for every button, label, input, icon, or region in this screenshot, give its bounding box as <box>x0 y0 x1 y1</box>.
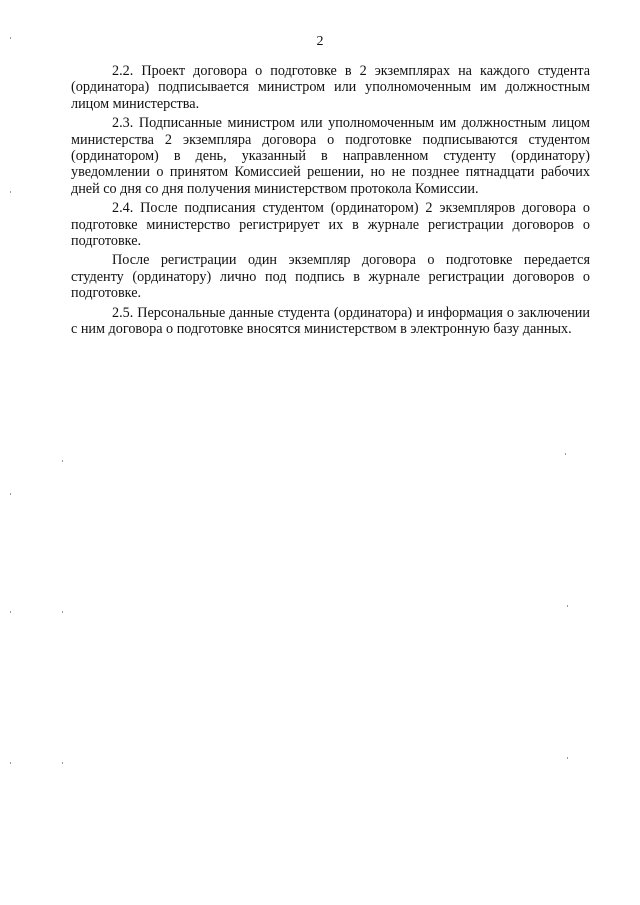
scan-artifact <box>62 762 63 764</box>
paragraph-2-2: 2.2. Проект договора о подготовке в 2 экземплярах на каждого студента (ординатора) подписывается министром или уполномоченным им должностным лицом министерства. <box>71 63 590 112</box>
scan-artifact <box>10 762 11 764</box>
paragraph-2-4: 2.4. После подписания студентом (ординатором) 2 экземпляров договора о подготовке министерство регистрирует их в журнале регистрации договоров о подготовке. <box>71 200 590 250</box>
paragraph-2-5: 2.5. Персональные данные студента (ординатора) и информация о заключении с ним договора о подготовке вносятся министерством в электронную базу данных. <box>71 304 590 338</box>
page-number: 2 <box>316 34 324 49</box>
scan-artifact <box>10 493 11 495</box>
scan-artifact <box>10 37 11 39</box>
document-body <box>71 63 590 338</box>
scan-artifact <box>62 460 63 462</box>
paragraph-2-3: 2.3. Подписанные министром или уполномоченным им должностным лицом министерства 2 экземпляра договора о подготовке подписываются студентом (ординатором) в день, указанный в направленном студенту (ординатору) уведомлении о принятом Комиссией решении, но не позднее пятнадцати рабочих дней со дня со дня получения министерством протокола Комиссии. <box>71 115 590 197</box>
scan-artifact <box>10 611 11 613</box>
scan-artifact <box>62 611 63 613</box>
scan-artifact <box>567 757 568 759</box>
scan-artifact <box>565 453 566 455</box>
paragraph-registration: После регистрации один экземпляр договора о подготовке передается студенту (ординатору) лично под подпись в журнале регистрации договоров о подготовке. <box>71 252 590 302</box>
scan-artifact <box>10 191 11 193</box>
scan-artifact <box>567 605 568 607</box>
